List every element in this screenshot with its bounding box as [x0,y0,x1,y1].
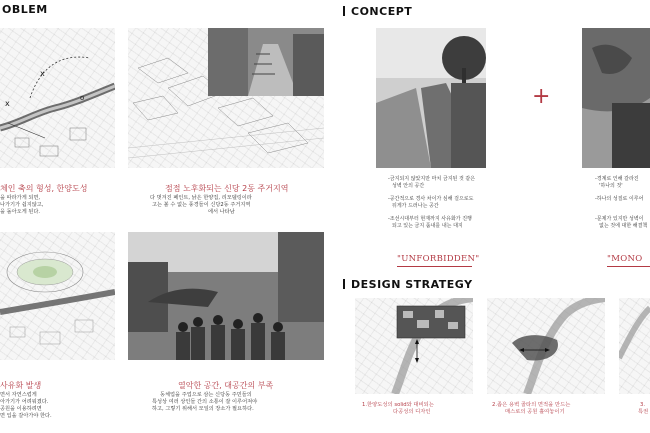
market-photo [128,232,324,360]
strategy-header: DESIGN STRATEGY [343,278,473,291]
panel4-line3: 하고, 그렇기 위해서 모일의 장소가 필요하다. [152,406,254,412]
panel2-line2: 고는 볼 수 없는 풍경들이 신당2동 주거지역 [152,202,251,208]
svg-text:x: x [40,69,45,78]
panel3-line2: 아가기가 어려워졌다. [0,399,49,405]
panel3-line4: 면 입을 갈아가야 한다. [0,413,52,419]
strategy-item-3-line1: 3. [640,402,646,408]
strategy-item-1-line1: 1.한양도성의 solid와 대비되는 [362,402,434,408]
panel1-title: 체인 축의 형성, 한양도성 [0,184,88,193]
svg-text:o: o [80,94,85,102]
rock-photo [582,28,650,168]
concept-left-bullet-1: -금지되지 않았지만 마치 금지된 것 같은 [388,176,476,182]
strategy-item-3-line2: 특권 [638,409,649,415]
keyword-unforbidden: "UNFORBIDDEN" [397,254,480,264]
concept-right-bullet-1: -경계로 인해 갈라진 [595,176,639,182]
park-sketch [0,232,115,360]
strategy-item-1-line2: 다공성의 디자인 [393,409,431,415]
route-diagram [0,28,115,168]
panel4-line2: 특성상 여러 상인들 간의 소통이 잘 이루어져야 [152,399,258,405]
panel1-line2: 나가기가 쉽지않고, [0,202,44,208]
keyword-unforbidden-underline [397,266,472,267]
strategy-item-2-line1: 2.좁은 용벽 골타의 면적을 만드는 [492,402,571,408]
panel3-line3: 공원을 이용하려면 [0,406,42,412]
panel1-line1: 을 따라가게 되면, [0,195,41,201]
concept-left-bullet-2b: 뒤게가 드러나는 공간 [392,203,439,209]
panel1-line3: 을 돌아오게 된다. [0,209,41,215]
strategy-sketch-2 [487,298,605,394]
panel2-title: 점점 노후화되는 신당 2동 주거지역 [165,184,289,193]
alley-photo-inset [208,28,324,96]
panel4-title: 열악한 공간, 대공간의 부족 [178,381,274,390]
panel4-line1: 동체업을 주업으로 삼는 신당동 주민들의 [160,392,252,398]
svg-text:x: x [5,99,10,108]
strategy-sketch-1 [355,298,473,394]
problem-header: OBLEM [2,3,48,16]
concept-header: CONCEPT [343,5,412,18]
concept-right-bullet-1b: '하나의 것' [599,183,623,189]
problem-map-sketch [0,28,115,168]
panel3-line1: 면서 자연스럽게 [0,392,37,398]
panel2-line1: 다 벗겨진 페인트, 낡은 한양집, 리모델링이라 [150,195,252,201]
keyword-mono: "MONO [607,254,643,264]
park-diagram [0,232,115,360]
concept-right-bullet-3: -문제가 있지만 성벽이 [595,216,644,222]
concept-left-bullet-1b: 성벽 안의 공간 [392,183,425,189]
concept-right-bullet-2: -하나의 성질로 이루어 [595,196,644,202]
strategy-item-2-line2: 매스로의 공원 흘여놓이기 [505,409,565,415]
panel2-line3: 에서 나타남 [208,209,235,215]
strategy-sketch-3 [619,298,650,394]
concept-right-bullet-3b: 없는 것에 대한 해결책 [599,223,648,229]
housing-sketch [128,28,324,168]
concept-left-bullet-2: -공간적으로 경사 차이가 심해 걸으로도 [388,196,474,202]
concept-left-bullet-3: -조선시대부터 현재까지 사유화가 진행 [388,216,472,222]
concept-left-bullet-3b: 되고 있는 금지 품내를 내는 대지 [392,223,463,229]
panel3-title: 사유화 발생 [0,381,42,390]
wall-road-photo [376,28,486,168]
plus-sign: + [532,84,551,109]
keyword-mono-underline [607,266,650,267]
